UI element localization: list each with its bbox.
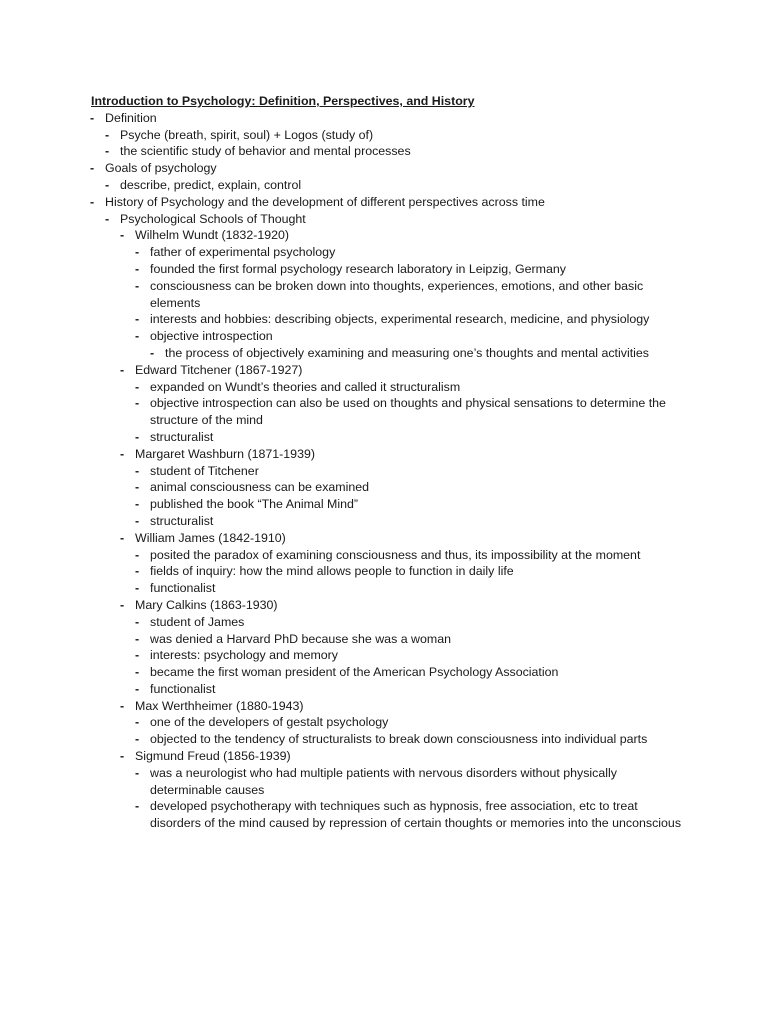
- document-title: Introduction to Psychology: Definition, Perspectives, and History: [91, 94, 475, 108]
- outline-item-text: was denied a Harvard PhD because she was a woman: [150, 631, 451, 646]
- outline-item-level-4: [135, 664, 690, 681]
- outline-item-level-4: [135, 731, 690, 748]
- outline-item-level-2: [105, 211, 690, 832]
- outline-item-level-3: [120, 227, 690, 361]
- outline-item-level-4: [135, 395, 690, 429]
- bullet-icon: -: [120, 446, 125, 461]
- outline-item-text: became the first woman president of the American Psychology Association: [150, 665, 559, 680]
- outline-sublist: [105, 127, 690, 161]
- bullet-icon: -: [135, 513, 140, 528]
- outline-item-level-3: [120, 446, 690, 530]
- outline-item-level-4: [135, 429, 690, 446]
- outline-item-text: History of Psychology and the development of different perspectives across time: [105, 194, 545, 209]
- bullet-icon: -: [135, 261, 140, 276]
- outline-item-text: student of James: [150, 614, 245, 629]
- bullet-icon: -: [135, 429, 140, 444]
- outline-item-text: Goals of psychology: [105, 161, 217, 176]
- outline-item-level-1: [90, 160, 690, 194]
- outline-sublist: [135, 244, 690, 362]
- outline-item-level-3: [120, 597, 690, 698]
- outline-item-text: objective introspection: [150, 329, 273, 344]
- outline-item-text: Mary Calkins (1863-1930): [135, 597, 278, 612]
- outline-item-text: posited the paradox of examining consciousness and thus, its impossibility at the moment: [150, 547, 641, 562]
- outline-item-level-4: [135, 798, 690, 832]
- outline-item-text: consciousness can be broken down into thoughts, experiences, emotions, and other basic elements: [150, 278, 644, 310]
- outline-item-text: Margaret Washburn (1871-1939): [135, 446, 315, 461]
- outline-item-level-3: [120, 362, 690, 446]
- bullet-icon: -: [90, 110, 95, 125]
- outline-item-text: Definition: [105, 110, 157, 125]
- outline-item-text: interests: psychology and memory: [150, 648, 339, 663]
- outline-item-level-2: [105, 177, 690, 194]
- outline-item-level-4: [135, 328, 690, 362]
- outline-item-text: functionalist: [150, 581, 216, 596]
- bullet-icon: -: [105, 177, 110, 192]
- bullet-icon: -: [120, 597, 125, 612]
- outline-item-text: was a neurologist who had multiple patients with nervous disorders without physically determinable causes: [150, 765, 617, 797]
- bullet-icon: -: [120, 749, 125, 764]
- bullet-icon: -: [105, 144, 110, 159]
- bullet-icon: -: [135, 732, 140, 747]
- outline-sublist: [105, 177, 690, 194]
- outline-item-text: Edward Titchener (1867-1927): [135, 362, 303, 377]
- outline-item-level-4: [135, 513, 690, 530]
- bullet-icon: -: [105, 211, 110, 226]
- bullet-icon: -: [135, 396, 140, 411]
- outline-sublist: [135, 379, 690, 446]
- bullet-icon: -: [135, 799, 140, 814]
- outline-item-level-2: [105, 127, 690, 144]
- bullet-icon: -: [135, 631, 140, 646]
- outline-item-level-1: [90, 194, 690, 832]
- bullet-icon: -: [135, 614, 140, 629]
- outline-item-level-4: [135, 631, 690, 648]
- bullet-icon: -: [105, 127, 110, 142]
- bullet-icon: -: [120, 530, 125, 545]
- bullet-icon: -: [135, 715, 140, 730]
- outline-item-text: Psyche (breath, spirit, soul) + Logos (study of): [120, 127, 374, 142]
- bullet-icon: -: [120, 228, 125, 243]
- outline-item-text: expanded on Wundt’s theories and called it structuralism: [150, 379, 461, 394]
- outline-item-text: interests and hobbies: describing objects, experimental research, medicine, and physiology: [150, 312, 650, 327]
- outline-item-level-4: [135, 479, 690, 496]
- outline-sublist: [135, 765, 690, 832]
- bullet-icon: -: [120, 362, 125, 377]
- outline-sublist: [120, 227, 690, 832]
- outline-item-level-4: [135, 547, 690, 564]
- outline-sublist: [135, 547, 690, 597]
- outline-item-level-4: [135, 261, 690, 278]
- outline-list: [90, 110, 690, 832]
- outline-sublist: [135, 714, 690, 748]
- outline-item-text: objective introspection can also be used on thoughts and physical sensations to determine the structure of the mind: [150, 396, 666, 428]
- outline-item-level-4: [135, 311, 690, 328]
- outline-item-text: structuralist: [150, 429, 214, 444]
- outline-item-level-4: [135, 647, 690, 664]
- outline-item-level-4: [135, 563, 690, 580]
- outline-item-level-4: [135, 714, 690, 731]
- outline-item-text: student of Titchener: [150, 463, 259, 478]
- outline-item-level-4: [135, 463, 690, 480]
- outline-item-text: Wilhelm Wundt (1832-1920): [135, 228, 290, 243]
- outline-item-level-4: [135, 580, 690, 597]
- bullet-icon: -: [90, 194, 95, 209]
- outline-item-level-4: [135, 379, 690, 396]
- outline-item-level-3: [120, 748, 690, 832]
- bullet-icon: -: [135, 765, 140, 780]
- bullet-icon: -: [135, 497, 140, 512]
- bullet-icon: -: [135, 681, 140, 696]
- outline-sublist: [150, 345, 690, 362]
- outline-item-text: developed psychotherapy with techniques such as hypnosis, free association, etc to treat disorders of the mind caused by repression of certain thoughts or memories into the unconscious: [150, 799, 682, 831]
- outline-item-text: objected to the tendency of structuralists to break down consciousness into individual parts: [150, 732, 648, 747]
- outline-item-level-4: [135, 278, 690, 312]
- bullet-icon: -: [135, 329, 140, 344]
- outline-item-text: father of experimental psychology: [150, 245, 336, 260]
- document-page: [90, 93, 690, 832]
- outline-item-text: animal consciousness can be examined: [150, 480, 370, 495]
- outline-sublist: [105, 211, 690, 832]
- bullet-icon: -: [135, 547, 140, 562]
- outline-item-text: Psychological Schools of Thought: [120, 211, 306, 226]
- bullet-icon: -: [135, 379, 140, 394]
- bullet-icon: -: [90, 161, 95, 176]
- outline-item-level-1: [90, 110, 690, 160]
- outline-item-text: functionalist: [150, 681, 216, 696]
- bullet-icon: -: [150, 345, 155, 360]
- outline-item-text: the process of objectively examining and measuring one’s thoughts and mental activities: [165, 345, 649, 360]
- bullet-icon: -: [135, 312, 140, 327]
- outline-sublist: [135, 463, 690, 530]
- outline-item-text: describe, predict, explain, control: [120, 177, 302, 192]
- outline-item-level-4: [135, 681, 690, 698]
- outline-item-text: founded the first formal psychology research laboratory in Leipzig, Germany: [150, 261, 566, 276]
- outline-item-level-4: [135, 614, 690, 631]
- outline-item-level-4: [135, 765, 690, 799]
- outline-item-level-5: [150, 345, 690, 362]
- outline-item-level-4: [135, 496, 690, 513]
- outline-item-text: the scientific study of behavior and mental processes: [120, 144, 411, 159]
- outline-item-level-4: [135, 244, 690, 261]
- bullet-icon: -: [135, 648, 140, 663]
- outline-item-level-2: [105, 143, 690, 160]
- outline-item-text: one of the developers of gestalt psychology: [150, 715, 389, 730]
- bullet-icon: -: [135, 463, 140, 478]
- bullet-icon: -: [135, 581, 140, 596]
- bullet-icon: -: [135, 665, 140, 680]
- outline-item-text: William James (1842-1910): [135, 530, 286, 545]
- bullet-icon: -: [120, 698, 125, 713]
- outline-item-text: published the book “The Animal Mind”: [150, 497, 359, 512]
- bullet-icon: -: [135, 564, 140, 579]
- outline-item-text: structuralist: [150, 513, 214, 528]
- outline-item-text: Max Werthheimer (1880-1943): [135, 698, 304, 713]
- outline-sublist: [135, 614, 690, 698]
- outline-item-text: Sigmund Freud (1856-1939): [135, 749, 291, 764]
- bullet-icon: -: [135, 278, 140, 293]
- outline-item-level-3: [120, 530, 690, 597]
- outline-item-text: fields of inquiry: how the mind allows people to function in daily life: [150, 564, 514, 579]
- outline-item-level-3: [120, 698, 690, 748]
- bullet-icon: -: [135, 245, 140, 260]
- bullet-icon: -: [135, 480, 140, 495]
